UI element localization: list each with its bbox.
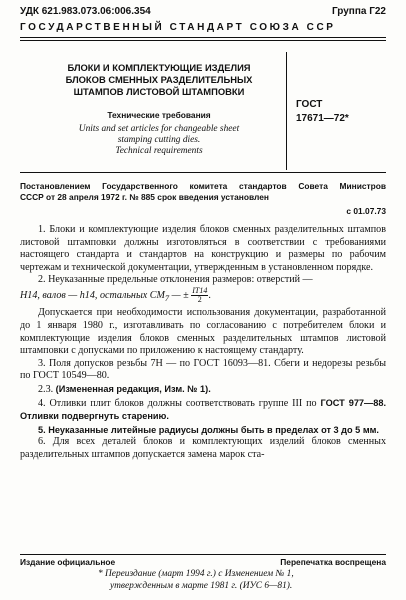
paragraph <box>20 397 386 424</box>
title-line: БЛОКОВ СМЕННЫХ РАЗДЕЛИТЕЛЬНЫХ <box>65 74 253 85</box>
reprint-prohibited-label: Перепечатка воспрещена <box>280 557 386 567</box>
top-rule-double <box>20 40 386 41</box>
decree-line: Постановлением Государственного комитета стандартов Совета Министров <box>20 181 386 191</box>
clause-number: 2.3. <box>38 383 56 395</box>
formula-line: H14, валов — h14, остальных $CM_7$ — ± $\frac{IT14}{2}$ . <box>20 285 211 304</box>
reissue-line: утвержденным в марте 1981 г. (ИУС 6—81). <box>110 581 293 591</box>
top-rule <box>20 37 386 38</box>
udk-code: УДК 621.983.073.06:006.354 <box>20 6 151 17</box>
decree-line: СССР от 28 апреля 1972 г. № 885 срок введения установлен <box>20 192 269 202</box>
fraction-numerator: IT14 <box>192 285 208 295</box>
paragraph: Допускается при необходимости использования документации, разработанной до 1 января 1980 г., изготавливать по согласованию с потребителем блоки и комплектующие изделия блоков сменных разделительных штампов листовой штамповки с допусками по приложению к настоящему стандарту. <box>20 307 386 357</box>
paragraph: 3. Поля допусков резьбы 7Н — по ГОСТ 16093—81. Сбеги и недорезы резьбы по ГОСТ 10549—80. <box>20 357 386 382</box>
english-title-line: Technical requirements <box>115 146 203 156</box>
gost-label: ГОСТ <box>296 99 323 110</box>
title-line: БЛОКИ И КОМПЛЕКТУЮЩИЕ ИЗДЕЛИЯ <box>67 62 251 73</box>
tolerance-formula <box>20 290 189 306</box>
reissue-line: * Переиздание (март 1994 г.) с Изменением № 1, <box>98 569 294 579</box>
formula-subscript: 7 <box>164 293 170 303</box>
effective-date: с 01.07.73 <box>346 206 386 216</box>
formula-text: H14, валов — h14, остальных CM <box>20 289 165 301</box>
footer-rule <box>20 554 386 555</box>
formula-text: — ± <box>169 289 189 301</box>
paragraph: 5. Неуказанные литейные радиусы должны быть в пределах от 3 до 5 мм. <box>38 424 379 435</box>
english-title <box>54 124 264 157</box>
title-line: ШТАМПОВ ЛИСТОВОЙ ШТАМПОВКИ <box>73 86 245 97</box>
official-edition-label: Издание официальное <box>20 557 116 567</box>
english-title-line: Units and set articles for changeable sheet <box>78 124 240 134</box>
document-body <box>20 224 386 462</box>
document-title <box>54 62 264 98</box>
paragraph-text: 4. Отливки плит блоков должны соответствовать группе III по <box>38 397 321 409</box>
amended-text: ГОСТ 977—88. Отливки подвергнуть старению. <box>20 397 386 422</box>
english-title-line: stamping cutting dies. <box>117 135 201 145</box>
paragraph <box>20 383 386 397</box>
gost-number-block <box>296 98 386 126</box>
standard-banner: ГОСУДАРСТВЕННЫЙ СТАНДАРТ СОЮЗА ССР <box>20 22 336 33</box>
paragraph: 6. Для всех деталей блоков и комплектующих изделий блоков сменных разделительных штампов допускается замена марок ста- <box>20 436 386 460</box>
fraction-denominator: 2 <box>197 294 202 304</box>
gost-number: 17671—72* <box>296 113 349 124</box>
paragraph: 2. Неуказанные предельные отклонения размеров: отверстий — <box>38 274 313 286</box>
reissue-note <box>98 568 378 592</box>
title-divider <box>286 52 287 170</box>
paragraph: 1. Блоки и комплектующие изделия блоков сменных разделительных штампов листовой штамповки должны изготовляться в соответствии с требованиями настоящего стандарта и стандартов на конструкцию и размеры по рабочим чертежам и технической документации, утвержденным в установленном порядке. <box>20 224 386 273</box>
section-rule <box>20 172 386 173</box>
fraction <box>191 287 208 304</box>
group-code: Группа Г22 <box>331 6 386 17</box>
document-subtitle: Технические требования <box>107 110 211 120</box>
amendment-note: (Измененная редакция, Изм. № 1). <box>55 383 211 394</box>
